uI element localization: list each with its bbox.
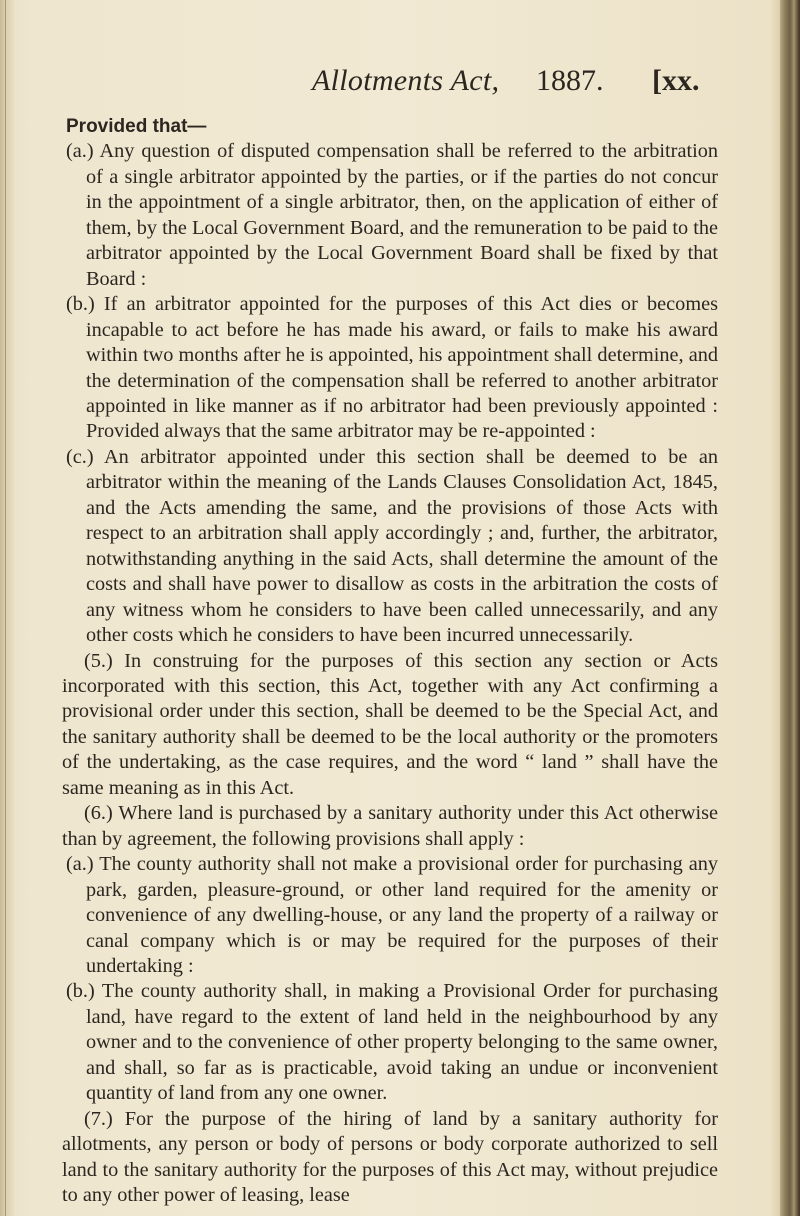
- clause-a: (a.) Any question of disputed compensation shall be referred to the arbitration of a single arbitrator appointed by the parties, or if the parties do not concur in the appointment of a single arbitrator, then, on the application of either of them, by the Local Government Board, and the remuneration to be paid to the arbitrator appointed by the Local Government Board shall be fixed by that Board :: [66, 140, 718, 290]
- body-text: [62, 114, 718, 1208]
- clause-b: (b.) If an arbitrator appointed for the purposes of this Act dies or becomes incapable to act before he has made his award, or fails to make his award within two months after he is appointed, his appointment shall determine, and the determination of the compensation shall be referred to another arbitrator appointed in like manner as if no arbitrator had been previously appointed : Provided always that the same arbitrator may be re-appointed :: [66, 293, 718, 443]
- subsection-6-clause-a: (a.) The county authority shall not make a provisional order for purchasing any park, garden, pleasure-ground, or other land required for the amenity or convenience of any dwelling-house, or any land the property of a railway or canal company which is or may be required for the purposes of their undertaking :: [66, 853, 718, 977]
- running-title: Allotments Act,: [312, 64, 500, 97]
- subsection-6-clause-b: (b.) The county authority shall, in making a Provisional Order for purchasing land, have regard to the extent of land held in the neighbourhood by any owner and to the convenience of other property belonging to the same owner, and shall, so far as is practicable, avoid taking an undue or inconvenient quantity of land from any one owner.: [66, 980, 718, 1105]
- page-right-edge-shadow: [780, 0, 800, 1216]
- subsection-7: (7.) For the purpose of the hiring of land by a sanitary authority for allotments, any person or body of persons or body corporate authorized to sell land to the sanitary authority for the purposes of this Act may, without prejudice to any other power of leasing, lease: [62, 1107, 718, 1207]
- chapter-reference: [xx.: [652, 64, 700, 97]
- proviso-lead: Provided that—: [66, 116, 207, 137]
- subsection-5: (5.) In construing for the purposes of this section any section or Acts incorporated with this section, this Act, together with any Act confirming a provisional order under this section, shall be deemed to be the Special Act, and the sanitary authority shall be deemed to be the local authority or the promoters of the undertaking, as the case requires, and the word “ land ” shall have the same meaning as in this Act.: [62, 649, 718, 799]
- page-header: [0, 64, 800, 104]
- header-year: 1887.: [536, 64, 604, 97]
- clause-c: (c.) An arbitrator appointed under this section shall be deemed to be an arbitrator within the meaning of the Lands Clauses Consolidation Act, 1845, and the Acts amending the same, and the provisions of those Acts with respect to an arbitration shall apply accordingly ; and, further, the arbitrator, notwithstanding anything in the said Acts, shall determine the amount of the costs and shall have power to disallow as costs in the arbitration the costs of any witness whom he considers to have been called unnecessarily, and any other costs which he considers to have been incurred unnecessarily.: [66, 445, 718, 647]
- page-left-edge: [0, 0, 14, 1216]
- subsection-6: (6.) Where land is purchased by a sanitary authority under this Act otherwise than by agreement, the following provisions shall apply :: [62, 802, 718, 850]
